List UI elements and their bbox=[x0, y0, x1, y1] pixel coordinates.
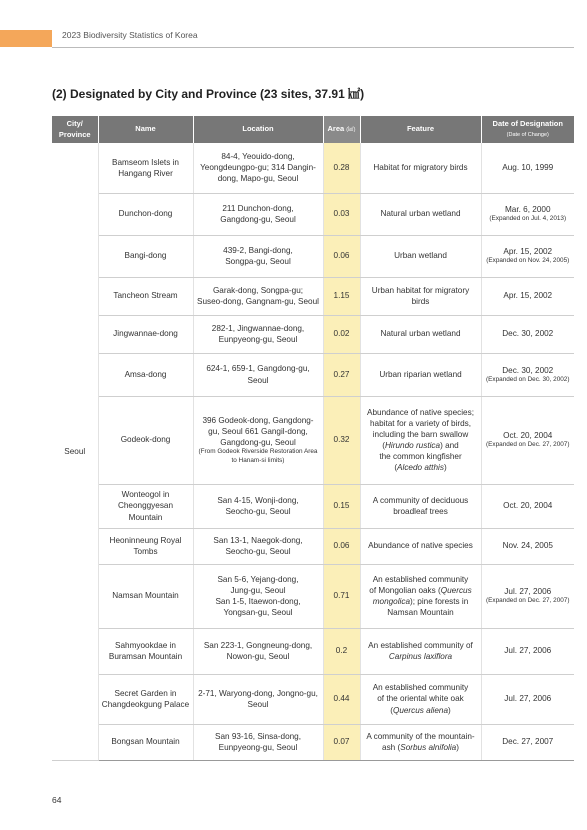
site-date: Dec. 30, 2002 (Expanded on Dec. 30, 2002) bbox=[481, 353, 574, 396]
site-name: Bangi-dong bbox=[98, 235, 193, 277]
site-feature: An established community of the oriental white oak (Quercus aliena) bbox=[360, 674, 481, 724]
site-feature: Abundance of native species; habitat for a variety of birds, including the barn swallow (Hirundo rustica) and the common kingfisher (Alcedo atthis) bbox=[360, 396, 481, 484]
site-feature: Urban wetland bbox=[360, 235, 481, 277]
site-location: 439-2, Bangi-dong, Songpa-gu, Seoul bbox=[193, 235, 323, 277]
site-location: 624-1, 659-1, Gangdong-gu, Seoul bbox=[193, 353, 323, 396]
table-row bbox=[52, 396, 574, 484]
site-name: Godeok-dong bbox=[98, 396, 193, 484]
site-area: 0.03 bbox=[323, 193, 360, 235]
col-header-area: Area (㎢) bbox=[323, 116, 360, 143]
table-row bbox=[52, 628, 574, 674]
designated-sites-table bbox=[52, 116, 574, 761]
site-date: Apr. 15, 2002 bbox=[481, 277, 574, 315]
site-location: San 13-1, Naegok-dong, Seocho-gu, Seoul bbox=[193, 528, 323, 564]
table-row bbox=[52, 235, 574, 277]
site-location: 396 Godeok-dong, Gangdong- gu, Seoul 661 Gangil-dong, Gangdong-gu, Seoul (From Godeok Riverside Restoration Area to Hanam-si limits) bbox=[193, 396, 323, 484]
site-date: Nov. 24, 2005 bbox=[481, 528, 574, 564]
site-date: Dec. 30, 2002 bbox=[481, 315, 574, 353]
table-row bbox=[52, 193, 574, 235]
table-row bbox=[52, 724, 574, 760]
table-row bbox=[52, 528, 574, 564]
site-area: 0.28 bbox=[323, 143, 360, 193]
table-row bbox=[52, 143, 574, 193]
site-area: 0.71 bbox=[323, 564, 360, 628]
col-header-city: City/ Province bbox=[52, 116, 98, 143]
section-title: (2) Designated by City and Province (23 sites, 37.91 ㎢) bbox=[52, 87, 365, 101]
site-location: 2-71, Waryong-dong, Jongno-gu, Seoul bbox=[193, 674, 323, 724]
site-area: 0.07 bbox=[323, 724, 360, 760]
table-row bbox=[52, 564, 574, 628]
site-feature: Natural urban wetland bbox=[360, 193, 481, 235]
site-area: 0.06 bbox=[323, 528, 360, 564]
site-location: 211 Dunchon-dong, Gangdong-gu, Seoul bbox=[193, 193, 323, 235]
table-row bbox=[52, 674, 574, 724]
col-header-feature: Feature bbox=[360, 116, 481, 143]
site-area: 0.02 bbox=[323, 315, 360, 353]
site-area: 0.15 bbox=[323, 484, 360, 528]
site-name: Wonteogol in Cheonggyesan Mountain bbox=[98, 484, 193, 528]
table-row bbox=[52, 484, 574, 528]
site-location: San 223-1, Gongneung-dong, Nowon-gu, Seoul bbox=[193, 628, 323, 674]
site-date: Jul. 27, 2006 bbox=[481, 674, 574, 724]
site-date: Aug. 10, 1999 bbox=[481, 143, 574, 193]
site-date: Jul. 27, 2006 bbox=[481, 628, 574, 674]
page-number: 64 bbox=[52, 795, 62, 805]
site-area: 0.44 bbox=[323, 674, 360, 724]
table-row bbox=[52, 353, 574, 396]
site-feature: A community of deciduous broadleaf trees bbox=[360, 484, 481, 528]
col-header-location: Location bbox=[193, 116, 323, 143]
site-name: Amsa-dong bbox=[98, 353, 193, 396]
site-area: 1.15 bbox=[323, 277, 360, 315]
site-location: San 93-16, Sinsa-dong, Eunpyeong-gu, Seoul bbox=[193, 724, 323, 760]
site-area: 0.2 bbox=[323, 628, 360, 674]
report-title: 2023 Biodiversity Statistics of Korea bbox=[62, 30, 198, 40]
site-name: Tancheon Stream bbox=[98, 277, 193, 315]
site-feature: Natural urban wetland bbox=[360, 315, 481, 353]
site-feature: An established community of Carpinus laxiflora bbox=[360, 628, 481, 674]
site-feature: Urban riparian wetland bbox=[360, 353, 481, 396]
site-feature: A community of the mountain- ash (Sorbus alnifolia) bbox=[360, 724, 481, 760]
site-name: Sahmyookdae in Buramsan Mountain bbox=[98, 628, 193, 674]
site-date: Dec. 27, 2007 bbox=[481, 724, 574, 760]
site-area: 0.27 bbox=[323, 353, 360, 396]
site-name: Namsan Mountain bbox=[98, 564, 193, 628]
site-name: Bongsan Mountain bbox=[98, 724, 193, 760]
site-location: San 4-15, Wonji-dong, Seocho-gu, Seoul bbox=[193, 484, 323, 528]
site-date: Mar. 6, 2000 (Expanded on Jul. 4, 2013) bbox=[481, 193, 574, 235]
col-header-name: Name bbox=[98, 116, 193, 143]
site-date: Oct. 20, 2004 bbox=[481, 484, 574, 528]
table-header-row bbox=[52, 116, 574, 143]
site-date: Oct. 20, 2004 (Expanded on Dec. 27, 2007) bbox=[481, 396, 574, 484]
table-row bbox=[52, 277, 574, 315]
site-name: Secret Garden in Changdeokgung Palace bbox=[98, 674, 193, 724]
site-name: Jingwannae-dong bbox=[98, 315, 193, 353]
site-location: San 5-6, Yejang-dong, Jung-gu, Seoul San 1-5, Itaewon-dong, Yongsan-gu, Seoul bbox=[193, 564, 323, 628]
site-feature: Abundance of native species bbox=[360, 528, 481, 564]
site-area: 0.06 bbox=[323, 235, 360, 277]
site-date: Apr. 15, 2002 (Expanded on Nov. 24, 2005) bbox=[481, 235, 574, 277]
site-area: 0.32 bbox=[323, 396, 360, 484]
site-location: Garak-dong, Songpa-gu; Suseo-dong, Gangnam-gu, Seoul bbox=[193, 277, 323, 315]
city-cell: Seoul bbox=[52, 143, 98, 760]
site-feature: An established community of Mongolian oaks (Quercus mongolica); pine forests in Namsan Mountain bbox=[360, 564, 481, 628]
site-feature: Urban habitat for migratory birds bbox=[360, 277, 481, 315]
site-name: Heoninneung Royal Tombs bbox=[98, 528, 193, 564]
site-name: Dunchon-dong bbox=[98, 193, 193, 235]
site-name: Bamseom Islets in Hangang River bbox=[98, 143, 193, 193]
site-location: 84-4, Yeouido-dong, Yeongdeungpo-gu; 314 Dangin- dong, Mapo-gu, Seoul bbox=[193, 143, 323, 193]
table-row bbox=[52, 315, 574, 353]
col-header-date: Date of Designation (Date of Change) bbox=[481, 116, 574, 143]
site-feature: Habitat for migratory birds bbox=[360, 143, 481, 193]
header-divider bbox=[52, 47, 574, 48]
site-date: Jul. 27, 2006 (Expanded on Dec. 27, 2007) bbox=[481, 564, 574, 628]
site-location: 282-1, Jingwannae-dong, Eunpyeong-gu, Seoul bbox=[193, 315, 323, 353]
header-accent-tab bbox=[0, 30, 52, 47]
